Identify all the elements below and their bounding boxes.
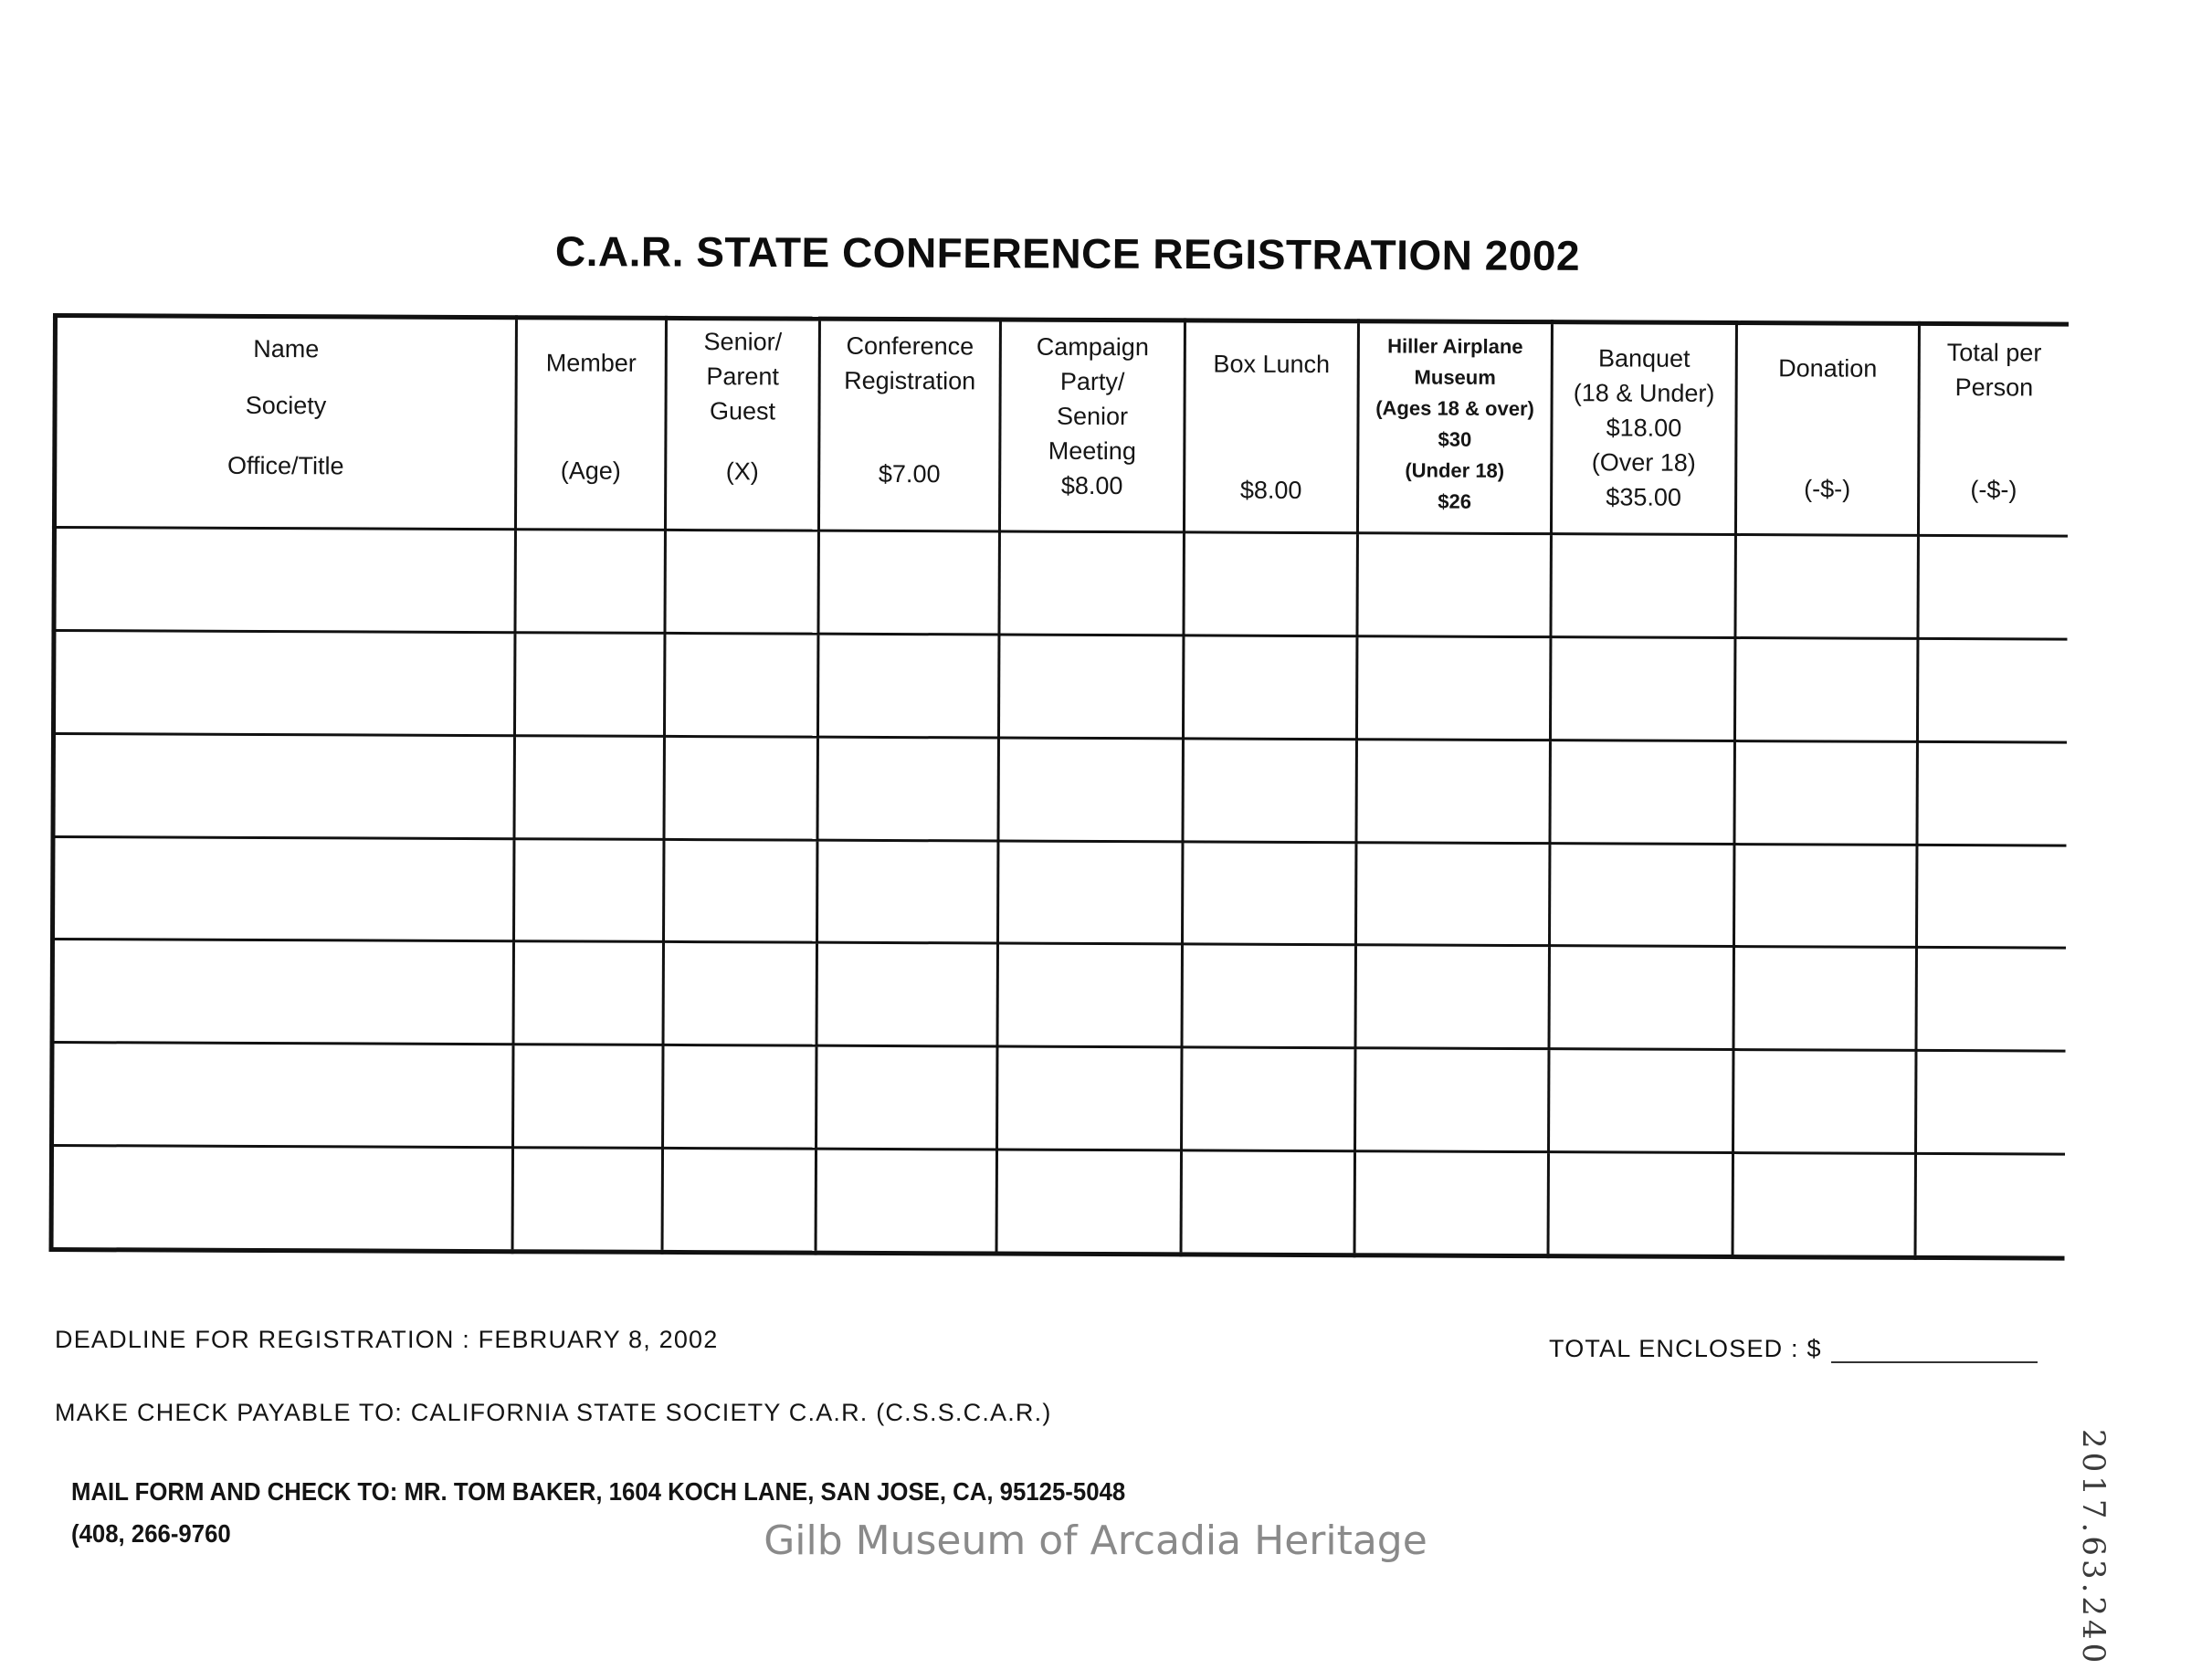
entry-cell[interactable] [52,940,513,1045]
entry-cell[interactable] [996,1150,1181,1255]
entry-cell[interactable] [1183,739,1356,843]
entry-cell[interactable] [1548,1152,1733,1257]
entry-cell[interactable] [1735,535,1918,639]
entry-cell[interactable] [1733,947,1916,1051]
entry-cell[interactable] [998,738,1183,842]
entry-cell[interactable] [665,530,818,634]
entry-cell[interactable] [1550,740,1734,844]
entry-cell[interactable] [53,630,514,735]
entry-cell[interactable] [1918,535,2067,639]
entry-cell[interactable] [1356,636,1550,740]
entry-cell[interactable] [1734,740,1917,845]
entry-cell[interactable] [1355,945,1549,1049]
entry-cell[interactable] [1916,845,2065,949]
total-enclosed-field[interactable] [1831,1336,2038,1363]
entry-cell[interactable] [1184,532,1357,636]
entry-cell[interactable] [1917,741,2066,845]
entry-cell[interactable] [1916,948,2065,1052]
entry-cell[interactable] [816,840,997,944]
entry-cell[interactable] [1354,1151,1548,1256]
entry-cell[interactable] [515,530,665,634]
col-header-donation: Donation (-$-) [1735,323,1919,536]
entry-cell[interactable] [514,838,664,942]
entry-cell[interactable] [664,736,817,840]
entry-cell[interactable] [1733,1153,1915,1258]
col-header-name: Name Society Office/Title [54,316,516,530]
payable-text: MAKE CHECK PAYABLE TO: CALIFORNIA STATE SOCIETY C.A.R. (C.S.S.C.A.R.) [55,1399,1052,1426]
entry-cell[interactable] [1733,844,1916,948]
entry-cell[interactable] [1917,638,2066,742]
entry-cell[interactable] [1357,533,1551,637]
entry-cell[interactable] [1549,1049,1733,1153]
entry-cell[interactable] [54,528,515,633]
entry-cell[interactable] [1916,1051,2065,1155]
entry-cell[interactable] [997,841,1182,945]
col-header-box-lunch: Box Lunch $8.00 [1184,320,1358,533]
col-header-banquet: Banquet (18 & Under) $18.00 (Over 18) $35.00 [1551,322,1736,535]
entry-row [52,1043,2065,1154]
entry-cell[interactable] [51,1146,512,1252]
entry-cell[interactable] [817,737,998,841]
entry-cell[interactable] [1182,841,1355,945]
entry-cell[interactable] [1355,842,1549,946]
col-header-member: Member (Age) [515,318,666,530]
entry-cell[interactable] [816,943,997,1047]
entry-cell[interactable] [1549,946,1733,1050]
entry-row [53,733,2066,845]
phone-text: (408, 266-9760 [71,1519,231,1548]
header-row [54,316,2068,537]
entry-cell[interactable] [663,1045,816,1150]
entry-row [52,940,2065,1051]
entry-cell[interactable] [1355,1048,1549,1152]
col-header-hiller-airplane-museum: Hiller Airplane Museum (Ages 18 & over) $30 (Under 18) $26 [1357,321,1552,534]
col-header-conference-registration: Conference Registration $7.00 [818,319,1000,531]
deadline-text: DEADLINE FOR REGISTRATION : FEBRUARY 8, 2002 [55,1326,719,1353]
entry-cell[interactable] [52,1043,513,1148]
entry-cell[interactable] [663,942,816,1046]
entry-cell[interactable] [1549,843,1733,947]
entry-cell[interactable] [662,1148,816,1253]
entry-row [53,630,2066,741]
entry-row [53,836,2066,948]
entry-cell[interactable] [999,531,1184,635]
entry-cell[interactable] [1734,637,1917,741]
catalog-number: 2017.63.240 [2075,1429,2112,1667]
col-header-campaign-party: Campaign Party/ Senior Meeting $8.00 [999,320,1185,532]
entry-cell[interactable] [1182,944,1355,1048]
registration-table [49,313,2069,1261]
entry-cell[interactable] [997,943,1182,1047]
entry-cell[interactable] [997,1046,1182,1150]
form-title: C.A.R. STATE CONFERENCE REGISTRATION 2002 [554,227,1581,279]
entry-cell[interactable] [998,635,1183,739]
col-header-senior-parent-guest: Senior/ Parent Guest (X) [665,318,819,530]
entry-cell[interactable] [818,530,999,635]
entry-cell[interactable] [816,1149,996,1254]
mail-address-text: MAIL FORM AND CHECK TO: MR. TOM BAKER, 1604 KOCH LANE, SAN JOSE, CA, 95125-5048 [71,1477,1126,1506]
entry-cell[interactable] [513,941,663,1045]
entry-cell[interactable] [53,836,514,941]
entry-cell[interactable] [664,839,817,943]
entry-cell[interactable] [1550,637,1734,741]
col-header-total-per-person: Total per Person (-$-) [1918,323,2068,536]
entry-cell[interactable] [664,633,817,737]
entry-cell[interactable] [1356,739,1550,843]
entry-cell[interactable] [512,1148,662,1253]
entry-cell[interactable] [1181,1150,1354,1255]
entry-cell[interactable] [1733,1050,1916,1154]
total-enclosed [1549,1335,2038,1363]
entry-cell[interactable] [1183,635,1356,740]
entry-cell[interactable] [514,633,664,737]
entry-cell[interactable] [513,1045,663,1149]
entry-cell[interactable] [514,735,664,839]
entry-cell[interactable] [1551,534,1735,638]
museum-watermark: Gilb Museum of Arcadia Heritage [764,1517,1427,1564]
total-enclosed-label: TOTAL ENCLOSED : $ [1549,1335,1822,1362]
entry-row [54,528,2067,639]
entry-row [51,1146,2064,1259]
entry-cell[interactable] [1182,1047,1355,1151]
entry-cell[interactable] [816,1045,997,1150]
entry-cell[interactable] [817,634,998,738]
entry-cell[interactable] [53,733,514,838]
entry-cell[interactable] [1915,1153,2064,1258]
